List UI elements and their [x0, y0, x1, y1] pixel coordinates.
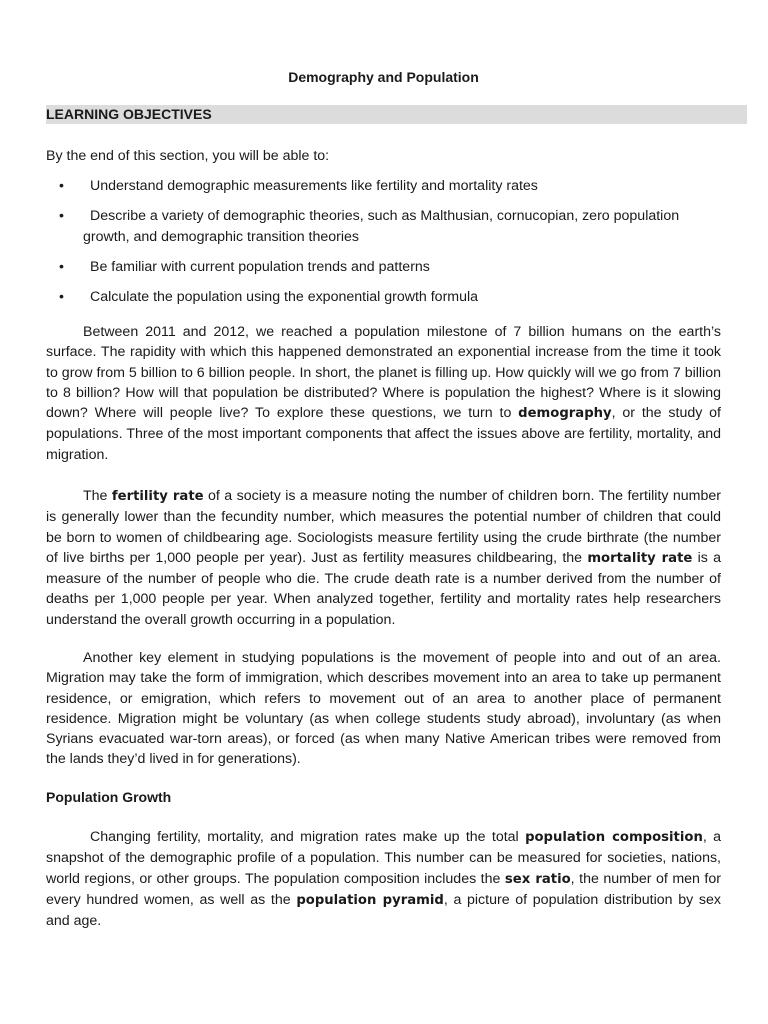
term-mortality-rate: mortality rate [587, 550, 693, 566]
bullet-icon: • [59, 288, 64, 305]
paragraph-text: of a society is a measure noting the number of children born. The fertility number is generally lower than the fecundity number, which measures the potential number of children that could be born to women of childbearing age. Sociologists measure fertility using the crude birthrate (the number of live births per 1,000 people per year). Just as fertility measures childbearing, the [46, 488, 721, 566]
paragraph-text: , or the study of populations. Three of the most important components that affect the issues above are fertility, mortality, and migration. [46, 405, 721, 463]
paragraph-fertility-mortality [46, 486, 721, 630]
paragraph-population-milestone [46, 322, 721, 465]
objectives-list [46, 176, 721, 317]
objective-text: Calculate the population using the exponential growth formula [90, 288, 479, 305]
paragraph-text: Another key element in studying populations is the movement of people into and out of an area. Migration may take the form of immigration, which describes movement into an area to take up permanent residence, or emigration, which refers to movement out of an area to another place of permanent residence. Migration might be voluntary (as when college students study abroad), involuntary (as when Syrians evacuated war-torn areas), or forced (as when many Native American tribes were removed from the lands they’d lived in for generations). [46, 650, 721, 768]
page-title: Demography and Population [288, 69, 479, 85]
term-demography: demography [518, 406, 612, 422]
paragraph-text: is a measure of the number of people who die. The crude death rate is a number derived from the number of deaths per 1,000 people per year. When analyzed together, fertility and mortality rates help researchers understand the overall growth occurring in a population. [46, 549, 721, 628]
term-fertility-rate: fertility rate [111, 489, 204, 504]
list-item [46, 176, 721, 197]
paragraph-text: Between 2011 and 2012, we reached a population milestone of 7 billion humans on the earth’s surface. The rapidity with which this happened demonstrated an exponential increase from the time it took to grow from 5 billion to 6 billion people. In short, the planet is filling up. How quickly will we go from 7 billion to 8 billion? How will that population be distributed? Where is population the highest? Where is it slowing down? Where will people live? To explore these questions, we turn to [46, 324, 721, 422]
list-item [46, 287, 721, 308]
learning-objectives-heading: LEARNING OBJECTIVES [46, 106, 212, 122]
paragraph-text: Changing fertility, mortality, and migration rates make up the total [90, 829, 526, 845]
learning-objectives-heading-bar [46, 105, 747, 124]
paragraph-text: , the number of men for every hundred women, as well as the [46, 870, 721, 908]
bullet-icon: • [59, 258, 64, 275]
bullet-icon: • [59, 208, 64, 224]
paragraph-text: , a snapshot of the demographic profile of a population. This number can be measured for societies, nations, world regions, or other groups. The population composition includes the [46, 829, 722, 887]
population-growth-heading: Population Growth [46, 789, 172, 805]
list-item [46, 206, 721, 247]
paragraph-text: , a picture of population distribution by sex and age. [46, 891, 721, 930]
objective-text: Be familiar with current population trends and patterns [90, 258, 430, 275]
term-sex-ratio: sex ratio [504, 871, 571, 887]
term-population-composition: population composition [525, 830, 703, 845]
objectives-intro: By the end of this section, you will be able to: [46, 148, 330, 164]
objective-text: Describe a variety of demographic theories, such as Malthusian, cornucopian, zero population growth, and demographic transition theories [83, 208, 680, 245]
paragraph-text: The [83, 488, 112, 504]
objective-text: Understand demographic measurements like fertility and mortality rates [90, 178, 538, 194]
list-item [46, 257, 721, 278]
term-population-pyramid: population pyramid [296, 892, 444, 908]
bullet-icon: • [59, 178, 64, 194]
paragraph-population-composition [46, 827, 721, 931]
paragraph-migration [46, 648, 721, 770]
